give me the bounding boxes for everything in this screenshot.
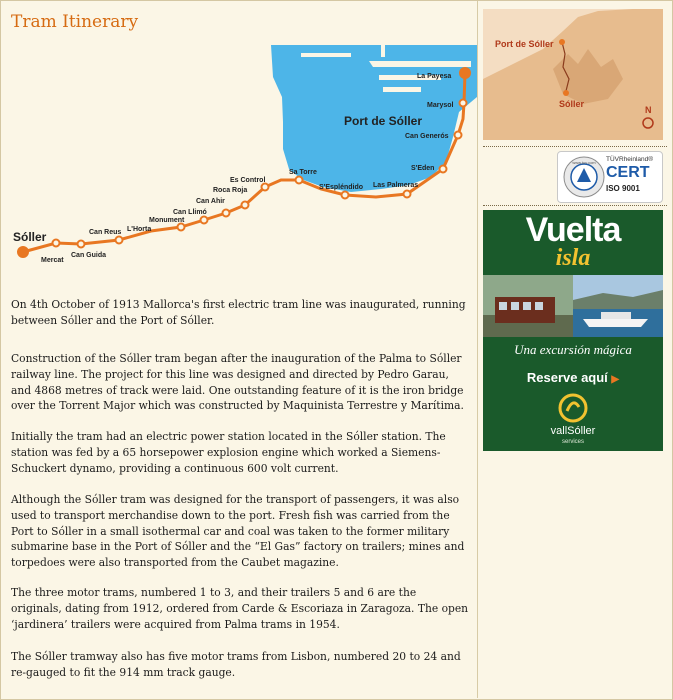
mini-label-port: Port de Sóller (495, 39, 554, 49)
ad-brand-sub: services (561, 439, 584, 445)
label-sesplendido: S'Espléndido (319, 184, 364, 191)
label-las-palmeras: Las Palmeras (373, 182, 419, 189)
main-content (1, 1, 478, 698)
label-marysol: Marysol (427, 102, 454, 109)
north-label: N (645, 105, 652, 115)
paragraph: On 4th October of 1913 Mallorca's first electric tram line was inaugurated, running between Sóller and the Port of Sóller. (11, 298, 466, 327)
stop-marysol[interactable] (460, 100, 467, 107)
stop-can-guida[interactable] (78, 241, 85, 248)
label-can-ahir: Can Ahir (196, 198, 225, 205)
stop-seden[interactable] (440, 166, 447, 173)
ad-photos (483, 275, 663, 337)
tuv-certification-badge[interactable] (557, 151, 663, 203)
arrow-right-icon: ▶ (611, 374, 620, 385)
divider (483, 205, 667, 206)
reserve-label: Reserve aquí (526, 370, 608, 385)
label-can-guida: Can Guida (71, 252, 107, 259)
label-la-payesa: La Payesa (417, 73, 452, 80)
label-seden: S'Eden (411, 165, 435, 172)
tuv-seal-icon (562, 155, 606, 199)
mallorca-mini-map[interactable] (483, 9, 663, 140)
boat-icon (583, 319, 648, 327)
terminus-la-payesa[interactable] (459, 67, 471, 79)
stop-las-palmeras[interactable] (404, 191, 411, 198)
label-lhorta: L'Horta (127, 226, 152, 233)
label-roca-roja: Roca Roja (213, 187, 248, 194)
stop-monument[interactable] (178, 224, 185, 231)
stop-mercat[interactable] (53, 240, 60, 247)
label-mercat: Mercat (41, 257, 64, 264)
mini-stop-port (559, 39, 565, 45)
cert-label: CERT (606, 164, 650, 181)
label-can-reus: Can Reus (89, 229, 122, 236)
ad-tagline: Una excursión mágica (514, 342, 632, 357)
label-can-llimo: Can Llimó (173, 209, 207, 216)
paragraph: Initially the tram had an electric power station located in the Sóller station. The station was fed by a 65 horsepower explosion engine which worked a Siemens-Schuckert dynamo, providing a continuous 600 volt current. (11, 430, 446, 475)
stop-can-ahir[interactable] (223, 210, 230, 217)
label-monument: Monument (149, 217, 185, 224)
stop-can-reus[interactable] (116, 237, 123, 244)
tuv-brand: TÜVRheinland® (606, 156, 654, 163)
terminus-soller[interactable] (17, 246, 29, 258)
paragraph: The three motor trams, numbered 1 to 3, and their trailers 5 and 6 are the originals, dating from 1912, ordered from Carde & Escoriaza in Zaragoza. The open ‘jardinera’ trailers were acquired from Palma trams in 1954. (11, 586, 469, 631)
paragraph: Although the Sóller tram was designed for the transport of passengers, it was also used to transport merchandise down to the port. Fresh fish was carried from the Port to Sóller in a small isothermal car and coal was taken to the former military submarine base in the Port of Sóller and the “El Gas” factory on trailers; mines and torpedoes were also transported from the Caubet magazine. (11, 493, 465, 570)
paragraph: The Sóller tramway also has five motor trams from Lisbon, numbered 20 to 24 and re-gauged to fit the 914 mm track gauge. (11, 650, 461, 679)
vuelta-isla-ad[interactable] (483, 210, 663, 451)
stop-can-llimo[interactable] (201, 217, 208, 224)
mini-label-soller: Sóller (559, 99, 585, 109)
label-can-generos: Can Generós (405, 133, 449, 140)
mini-stop-soller (563, 90, 569, 96)
stop-can-generos[interactable] (455, 132, 462, 139)
vallsoller-logo-icon (555, 393, 591, 423)
label-soller: Sóller (13, 230, 47, 244)
iso-label: ISO 9001 (606, 184, 640, 193)
label-es-control: Es Control (230, 177, 266, 184)
label-port-de-soller: Port de Sóller (344, 114, 423, 128)
tram-route-map (1, 37, 477, 269)
label-sa-torre: Sa Torre (289, 169, 317, 176)
stop-es-control[interactable] (262, 184, 269, 191)
ad-title: Vuelta (525, 211, 621, 249)
stop-sesplendido[interactable] (342, 192, 349, 199)
paragraph: Construction of the Sóller tram began after the inauguration of the Palma to Sóller railway line. The project for this line was designed and directed by Pedro Garau, and 4868 metres of track were laid. One outstanding feature of it is the iron bridge over the Torrent Major which was constructed by Maquinista Terrestre y Marítima. (11, 352, 464, 413)
reserve-link[interactable] (483, 370, 663, 385)
ad-title-isla: isla (555, 245, 591, 271)
ad-brand: vallSóller (550, 425, 596, 437)
page-title: Tram Itinerary (11, 12, 139, 32)
sidebar (479, 1, 672, 698)
stop-roca-roja[interactable] (242, 202, 249, 209)
divider (483, 146, 667, 147)
stop-sa-torre[interactable] (296, 177, 303, 184)
tuv-seal-text: www.tuv.com (572, 160, 596, 165)
